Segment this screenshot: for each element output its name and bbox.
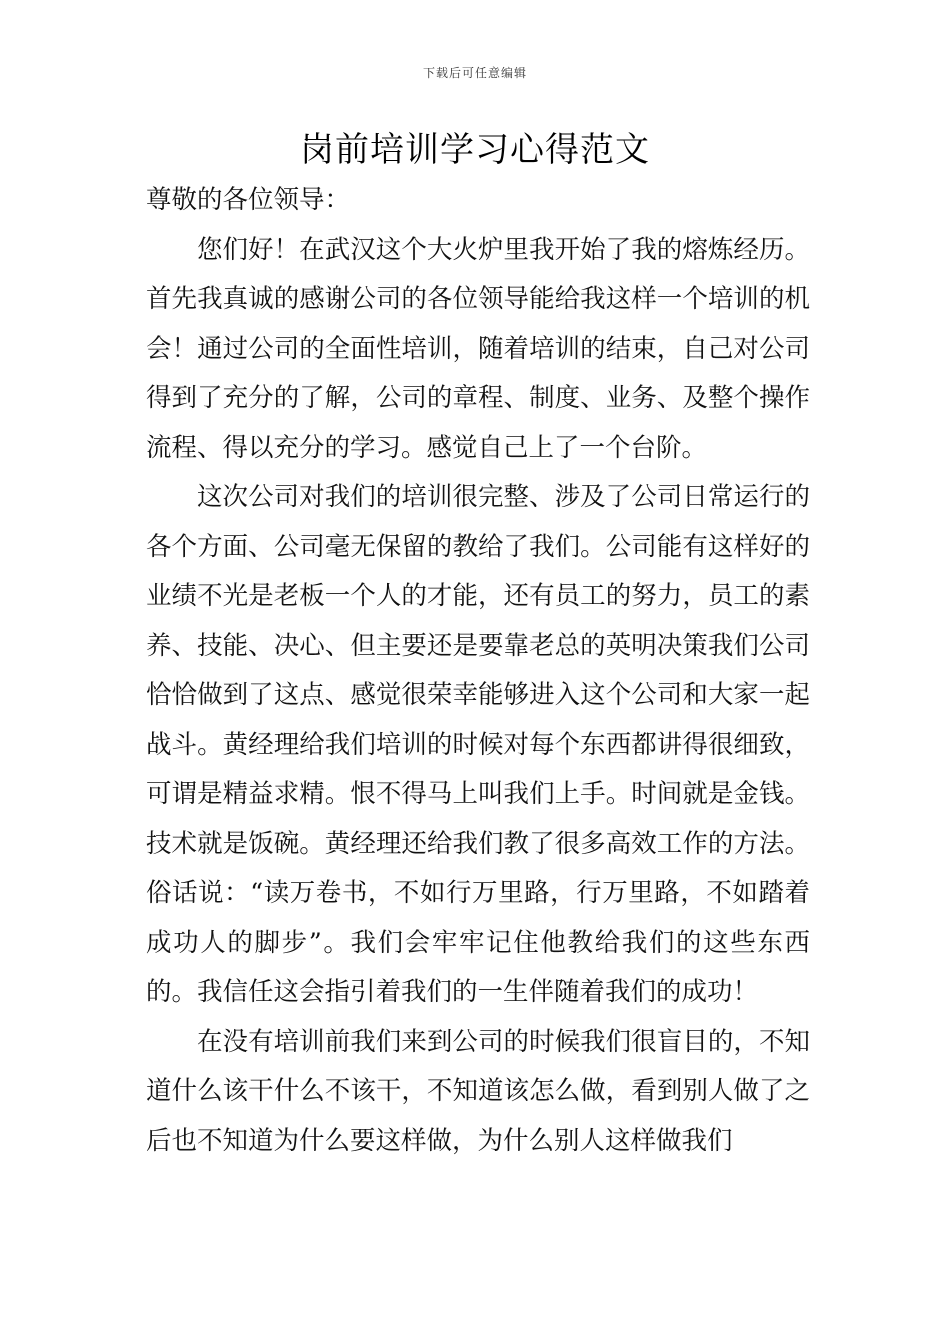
document-body	[146, 176, 810, 1166]
salutation: 尊敬的各位领导：	[146, 185, 351, 215]
paragraph-2: 这次公司对我们的培训很完整、涉及了公司日常运行的各个方面、公司毫无保留的教给了我们。公司能有这样好的业绩不光是老板一个人的才能，还有员工的努力，员工的素养、技能、决心、但主要还是要靠老总的英明决策我们公司恰恰做到了这点、感觉很荣幸能够进入这个公司和大家一起战斗。黄经理给我们培训的时候对每个东西都讲得很细致，可谓是精益求精。恨不得马上叫我们上手。时间就是金钱。技术就是饭碗。黄经理还给我们教了很多高效工作的方法。俗话说：“读万卷书，不如行万里路，行万里路，不如踏着成功人的脚步”。我们会牢牢记住他教给我们的这些东西的。我信任这会指引着我们的一生伴随着我们的成功！	[146, 482, 810, 1007]
paragraph-1: 您们好！在武汉这个大火炉里我开始了我的熔炼经历。首先我真诚的感谢公司的各位领导能给我这样一个培训的机会！通过公司的全面性培训，随着培训的结束，自己对公司得到了充分的了解，公司的章程、制度、业务、及整个操作流程、得以充分的学习。感觉自己上了一个台阶。	[146, 234, 810, 463]
paragraph-3: 在没有培训前我们来到公司的时候我们很盲目的，不知道什么该干什么不该干，不知道该怎么做，看到别人做了之后也不知道为什么要这样做，为什么别人这样做我们	[146, 1026, 810, 1156]
document-title: 岗前培训学习心得范文	[300, 130, 650, 170]
header-note: 下载后可任意编辑	[422, 66, 527, 80]
